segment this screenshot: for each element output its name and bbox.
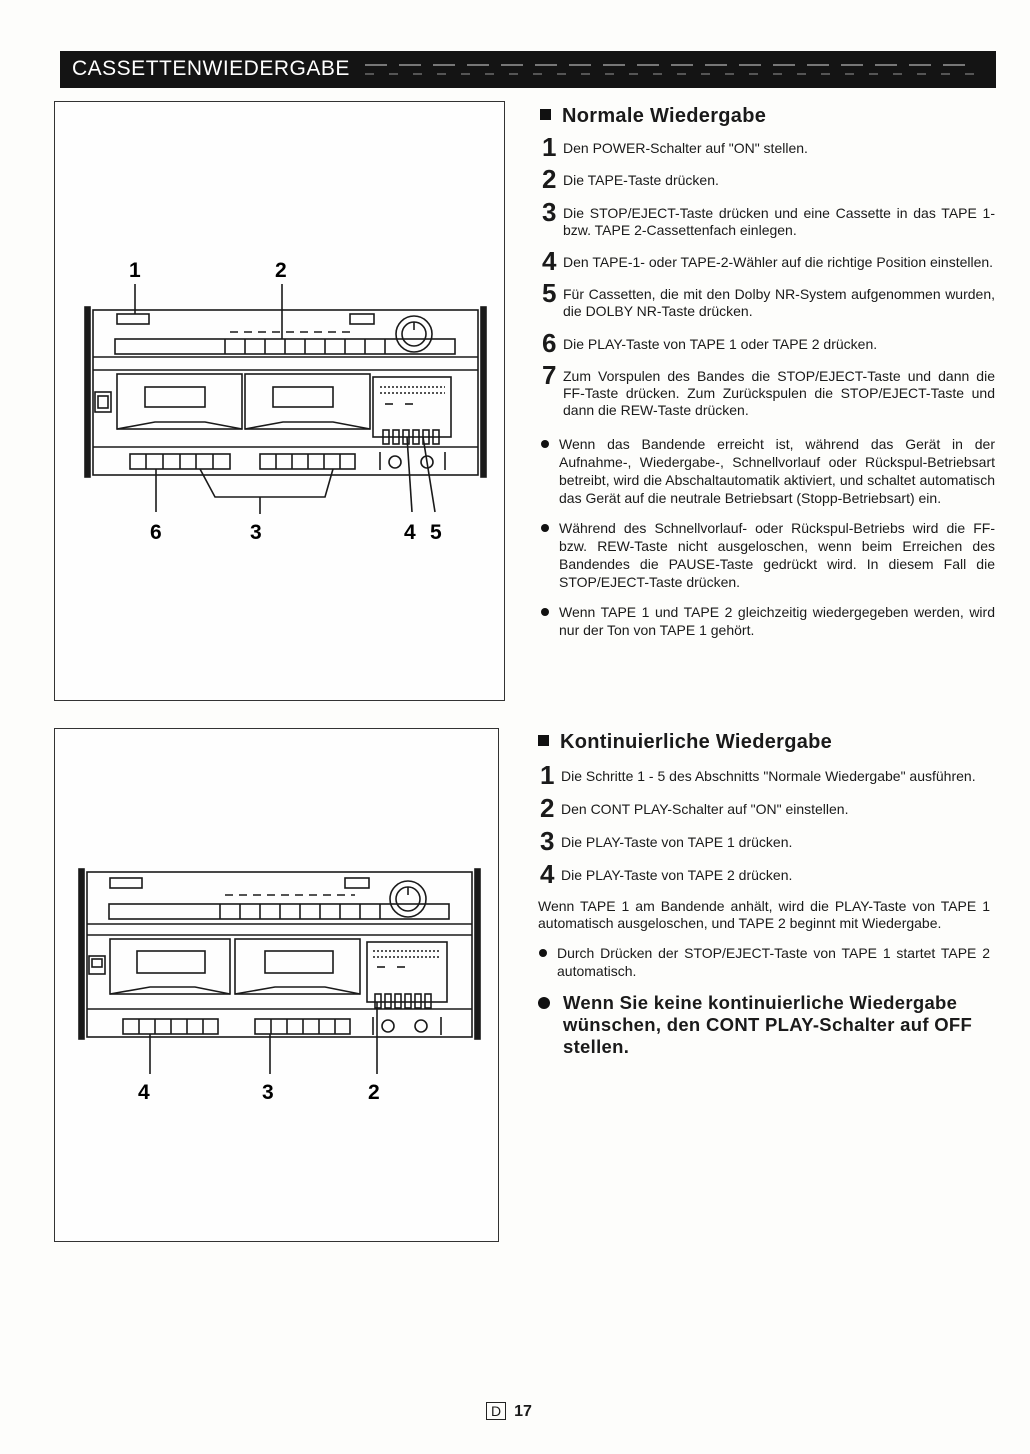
bullet-dot-icon: [541, 608, 549, 616]
bullet-dot-icon: [538, 997, 550, 1009]
step: 7 Zum Vorspulen des Bandes die STOP/EJECT-Taste und dann die FF-Taste drücken. Zum Zurückspulen die STOP/EJECT-Taste und dann die REW-Taste drücken.: [542, 360, 995, 418]
step: 4 Die PLAY-Taste von TAPE 2 drücken.: [540, 859, 793, 889]
callout-3: 3: [262, 1081, 274, 1104]
section-header-bar: [60, 51, 996, 88]
page-footer: [486, 1402, 532, 1421]
note-bullet: Durch Drücken der STOP/EJECT-Taste von TAPE 1 startet TAPE 2 automatisch.: [538, 944, 990, 980]
square-bullet-icon: [540, 109, 551, 120]
step: 3 Die STOP/EJECT-Taste drücken und eine Cassette in das TAPE 1- bzw. TAPE 2-Cassettenfach einlegen.: [542, 197, 995, 238]
callout-3: 3: [250, 521, 262, 544]
step: 2 Den CONT PLAY-Schalter auf "ON" einstellen.: [540, 793, 849, 823]
step: 1 Die Schritte 1 - 5 des Abschnitts "Normale Wiedergabe" ausführen.: [540, 760, 976, 790]
bullet-dot-icon: [541, 440, 549, 448]
square-bullet-icon: [538, 735, 549, 746]
page-number: 17: [514, 1403, 532, 1420]
paragraph: Wenn TAPE 1 am Bandende anhält, wird die PLAY-Taste von TAPE 1 automatisch ausgeloschen, und TAPE 2 beginnt mit Wiedergabe.: [538, 898, 990, 931]
step: 6 Die PLAY-Taste von TAPE 1 oder TAPE 2 drücken.: [542, 328, 878, 358]
step: 4 Den TAPE-1- oder TAPE-2-Wähler auf die richtige Position einstellen.: [542, 246, 994, 276]
callout-5: 5: [430, 521, 442, 544]
callout-2: 2: [275, 259, 287, 282]
figure-continuous-playback: [54, 728, 499, 1242]
step: 3 Die PLAY-Taste von TAPE 1 drücken.: [540, 826, 793, 856]
section-normal-playback: [540, 105, 995, 639]
note-bullet: Wenn das Bandende erreicht ist, während das Gerät in der Aufnahme-, Wiedergabe-, Schnellvorlauf oder Rückspul-Betriebsart betreibt, wird die Abschaltautomatik aktiviert, und schaltet automatisch das Gerät auf die neutrale Betriebsart (Stopp-Betriebsart) ein.: [540, 435, 995, 507]
note-bullet: Während des Schnellvorlauf- oder Rückspul-Betriebs wird die FF- bzw. REW-Taste nicht ausgeloschen, wenn beim Erreichen des Bandendes die PAUSE-Taste gedrückt wird. In diesem Fall die STOP/EJECT-Taste drücken.: [540, 519, 995, 591]
callout-1: 1: [129, 259, 141, 282]
section-heading: Normale Wiedergabe: [540, 105, 995, 128]
step: 2 Die TAPE-Taste drücken.: [542, 164, 719, 194]
cassette-deck-diagram: [55, 729, 498, 1241]
highlight-note: Wenn Sie keine kontinuierliche Wiedergabe wünschen, den CONT PLAY-Schalter auf OFF stellen.: [538, 992, 990, 1058]
note-bullet: Wenn TAPE 1 und TAPE 2 gleichzeitig wiedergegeben werden, wird nur der Ton von TAPE 1 gehört.: [540, 603, 995, 639]
cassette-deck-diagram: [55, 102, 504, 700]
step: 1 Den POWER-Schalter auf "ON" stellen.: [542, 132, 808, 162]
callout-4: 4: [138, 1081, 150, 1104]
figure-normal-playback: [54, 101, 505, 701]
callout-6: 6: [150, 521, 162, 544]
bullet-dot-icon: [541, 524, 549, 532]
callout-2: 2: [368, 1081, 380, 1104]
header-decoration: [365, 64, 976, 66]
step: 5 Für Cassetten, die mit den Dolby NR-System aufgenommen wurden, die DOLBY NR-Taste drücken.: [542, 278, 995, 319]
page-title: CASSETTENWIEDERGABE: [72, 57, 350, 80]
bullet-dot-icon: [539, 949, 547, 957]
section-continuous-playback: [538, 731, 990, 1058]
page-language-badge: D: [486, 1402, 506, 1420]
callout-4: 4: [404, 521, 416, 544]
header-decoration: [365, 73, 976, 75]
section-heading: Kontinuierliche Wiedergabe: [538, 731, 990, 754]
